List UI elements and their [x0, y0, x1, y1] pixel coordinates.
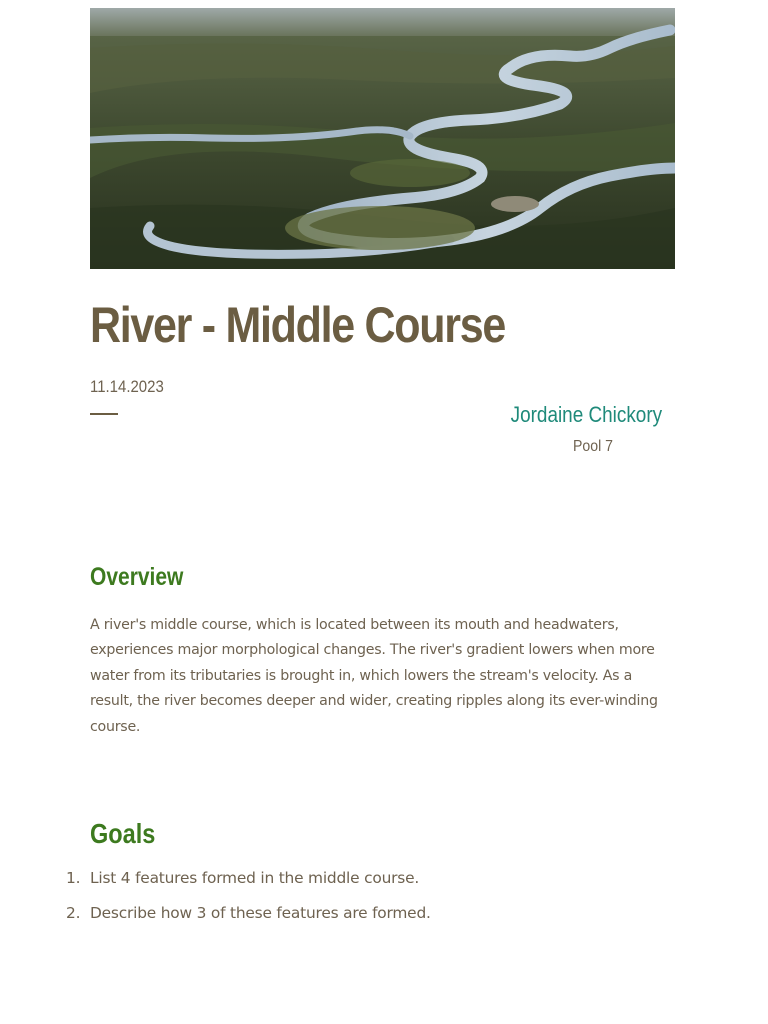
- author-group: Pool 7: [573, 438, 613, 455]
- hero-image-meandering-river: [90, 8, 675, 269]
- goal-item: [66, 864, 431, 899]
- goals-list: [66, 864, 431, 934]
- goal-text: List 4 features formed in the middle course.: [90, 869, 420, 887]
- date-divider: [90, 413, 118, 415]
- overview-heading: Overview: [90, 563, 184, 591]
- goals-heading: Goals: [90, 818, 156, 849]
- goal-number: 2.: [66, 904, 81, 922]
- goal-number: 1.: [66, 869, 81, 887]
- goal-text: Describe how 3 of these features are formed.: [90, 904, 431, 922]
- river-aerial-photo: [90, 8, 675, 269]
- overview-paragraph: A river's middle course, which is located between its mouth and headwaters, experiences major morphological changes. The river's gradient lowers when more water from its tributaries is brought in, which lowers the stream's velocity. As a result, the river becomes deeper and wider, creating ripples along its ever-winding course.: [90, 617, 658, 735]
- goal-item: [66, 899, 431, 934]
- author-name: Jordaine Chickory: [510, 402, 662, 427]
- document-date: 11.14.2023: [90, 377, 164, 396]
- page-title: River - Middle Course: [90, 297, 505, 353]
